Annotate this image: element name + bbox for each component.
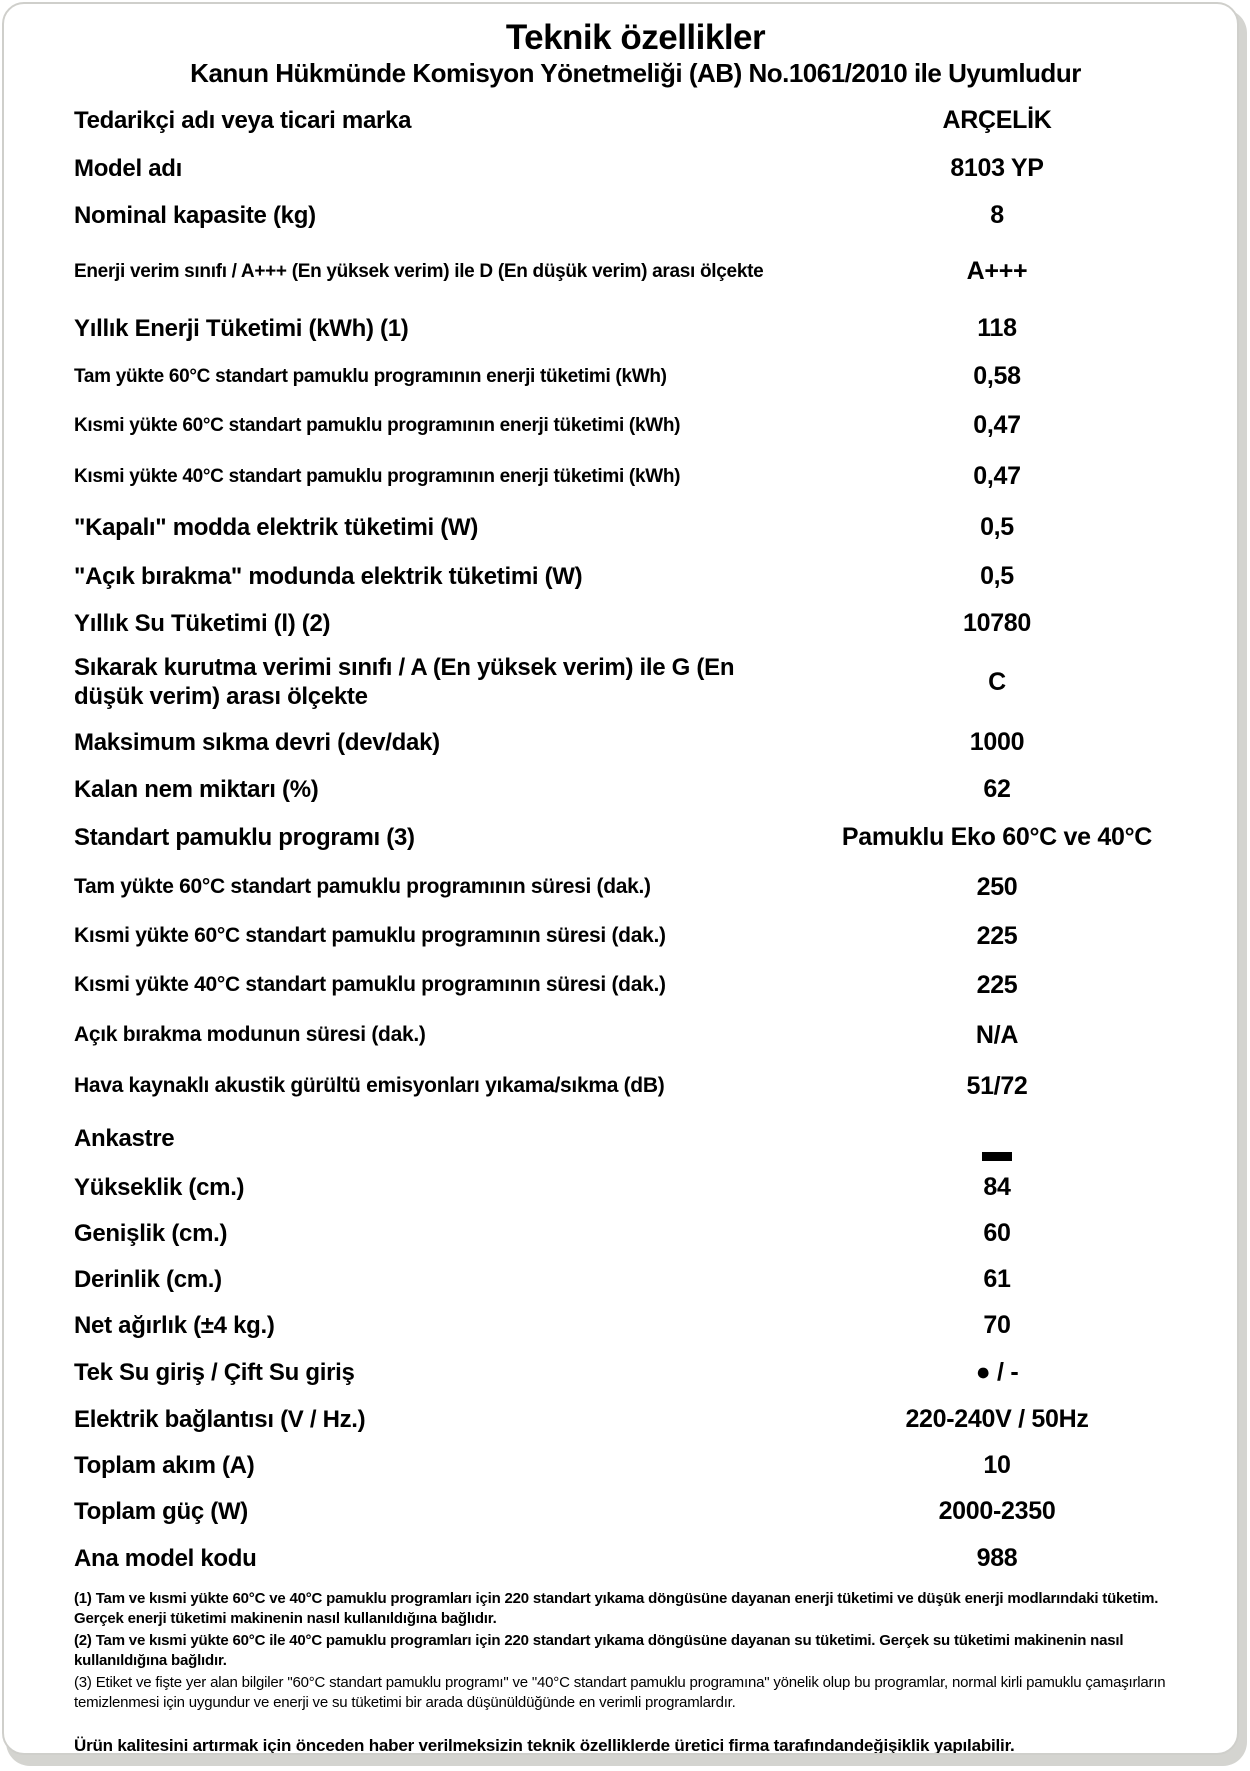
table-row	[74, 238, 1197, 304]
table-row	[74, 646, 1197, 718]
row-label: Elektrik bağlantısı (V / Hz.)	[74, 1405, 366, 1433]
table-row	[74, 1060, 1197, 1112]
row-value: N/A	[975, 1020, 1019, 1049]
table-row	[74, 1348, 1197, 1396]
footnote-2: (2) Tam ve kısmi yükte 60°C ile 40°C pamuklu programları için 220 standart yıkama döngüsüne dayanan su tüketimi. Gerçek su tüketimi makinenin nasıl kullanıldığına bağlıdır.	[74, 1632, 1124, 1669]
row-label: Derinlik (cm.)	[74, 1265, 222, 1293]
row-value: 118	[977, 313, 1017, 342]
disclaimer: Ürün kalitesini artırmak için önceden haber verilmeksizin teknik özelliklerde üretici firma tarafındandeğişiklik yapılabilir.	[74, 1736, 1015, 1755]
table-row	[74, 304, 1197, 352]
row-value: 8	[990, 200, 1004, 229]
row-value: Pamuklu Eko 60°C ve 40°C	[841, 822, 1153, 851]
table-row	[74, 1396, 1197, 1442]
table-row	[74, 812, 1197, 862]
table-row	[74, 1534, 1197, 1583]
row-value: 0,47	[973, 410, 1021, 439]
table-row	[74, 862, 1197, 912]
row-value: 84	[983, 1172, 1011, 1201]
row-label: Kalan nem miktarı (%)	[74, 775, 319, 803]
row-value: 988	[976, 1544, 1018, 1572]
row-label: Yıllık Su Tüketimi (l) (2)	[74, 609, 331, 637]
row-label: Maksimum sıkma devri (dev/dak)	[74, 728, 440, 756]
table-row	[74, 502, 1197, 552]
row-value: 250	[976, 872, 1018, 901]
row-label: Enerji verim sınıfı / A+++ (En yüksek verim) ile D (En düşük verim) arası ölçekte	[74, 260, 764, 282]
row-value: 0,5	[980, 561, 1014, 590]
footnote-3: (3) Etiket ve fişte yer alan bilgiler "60°C standart pamuklu programı" ve "40°C standart pamuklu programına" yönelik olup bu programlar, normal kirli pamuklu çamaşırların temizlenmesi için uygundur ve enerji ve su tüketimi bir arada düşünüldüğünde en verimli programlardır.	[74, 1674, 1166, 1711]
footnote-1: (1) Tam ve kısmi yükte 60°C ve 40°C pamuklu programları için 220 standart yıkama döngüsüne dayanan enerji tüketimi ve düşük enerji modlarındaki tüketim. Gerçek enerji tüketimi makinenin nasıl kullanıldığına bağlıdır.	[74, 1590, 1159, 1627]
row-label: Genişlik (cm.)	[74, 1219, 228, 1247]
row-value: 10	[983, 1450, 1011, 1479]
compliance-subtitle: Kanun Hükmünde Komisyon Yönetmeliği (AB) No.1061/2010 ile Uyumludur	[190, 58, 1081, 88]
row-label: Yükseklik (cm.)	[74, 1173, 245, 1201]
table-row	[74, 1442, 1197, 1488]
row-label: Model adı	[74, 154, 182, 182]
row-label: "Açık bırakma" modunda elektrik tüketimi (W)	[74, 562, 583, 590]
page-title: Teknik özellikler	[505, 18, 766, 57]
table-row	[74, 1210, 1197, 1256]
table-row	[74, 552, 1197, 600]
row-label: Kısmi yükte 40°C standart pamuklu programının enerji tüketimi (kWh)	[74, 465, 681, 487]
table-row	[74, 600, 1197, 646]
table-row	[74, 400, 1197, 450]
row-label: Tek Su giriş / Çift Su giriş	[74, 1358, 355, 1386]
row-label: Tam yükte 60°C standart pamuklu programının süresi (dak.)	[74, 875, 651, 898]
table-row	[74, 1010, 1197, 1060]
row-label: Ankastre	[74, 1124, 175, 1152]
table-row	[74, 1164, 1197, 1210]
row-value: 0,58	[973, 361, 1021, 390]
row-value: 8103 YP	[950, 153, 1044, 182]
table-row	[74, 912, 1197, 960]
row-value: 220-240V / 50Hz	[905, 1404, 1089, 1433]
table-row	[74, 960, 1197, 1010]
row-label: Kısmi yükte 40°C standart pamuklu programının süresi (dak.)	[74, 973, 666, 996]
spec-sheet-card	[2, 2, 1239, 1755]
row-value: 1000	[969, 727, 1025, 756]
footnotes-section	[74, 1589, 1197, 1713]
table-row	[74, 144, 1197, 192]
row-value: 225	[976, 970, 1018, 999]
row-value: 0,47	[973, 461, 1021, 490]
row-value: C	[988, 667, 1006, 696]
row-value: 60	[983, 1218, 1011, 1247]
row-value: 51/72	[966, 1071, 1028, 1100]
row-label: Sıkarak kurutma verimi sınıfı / A (En yüksek verim) ile G (En düşük verim) arası ölçekte	[74, 654, 735, 710]
table-row	[74, 1488, 1197, 1534]
row-label: Net ağırlık (±4 kg.)	[74, 1311, 275, 1339]
row-value: A+++	[966, 256, 1028, 285]
row-label: "Kapalı" modda elektrik tüketimi (W)	[74, 513, 479, 541]
table-row	[74, 96, 1197, 144]
row-value	[797, 1112, 1197, 1164]
row-label: Açık bırakma modunun süresi (dak.)	[74, 1023, 426, 1046]
row-value: ● / -	[975, 1357, 1019, 1386]
row-value: 225	[976, 921, 1018, 950]
row-value: 0,5	[980, 512, 1014, 541]
row-label: Hava kaynaklı akustik gürültü emisyonları yıkama/sıkma (dB)	[74, 1074, 665, 1097]
row-label: Yıllık Enerji Tüketimi (kWh) (1)	[74, 314, 409, 342]
table-row	[74, 766, 1197, 812]
row-label: Toplam güç (W)	[74, 1497, 248, 1525]
table-row	[74, 352, 1197, 400]
table-row	[74, 192, 1197, 238]
row-value: 61	[983, 1264, 1011, 1293]
row-value: 2000-2350	[938, 1496, 1056, 1525]
row-label: Nominal kapasite (kg)	[74, 201, 316, 229]
row-label: Tedarikçi adı veya ticari marka	[74, 106, 412, 134]
spec-table	[74, 96, 1197, 1583]
table-row	[74, 1256, 1197, 1302]
table-row	[74, 1302, 1197, 1348]
row-label: Kısmi yükte 60°C standart pamuklu programının enerji tüketimi (kWh)	[74, 414, 681, 436]
table-row	[74, 718, 1197, 766]
ankastre-dash	[982, 1152, 1012, 1161]
row-label: Kısmi yükte 60°C standart pamuklu programının süresi (dak.)	[74, 924, 666, 947]
row-label: Tam yükte 60°C standart pamuklu programının enerji tüketimi (kWh)	[74, 365, 667, 387]
row-value: 62	[983, 774, 1011, 803]
row-label: Toplam akım (A)	[74, 1451, 255, 1479]
table-row	[74, 1112, 1197, 1164]
row-label: Standart pamuklu programı (3)	[74, 823, 415, 851]
row-label: Ana model kodu	[74, 1545, 257, 1572]
row-value: 10780	[962, 608, 1032, 637]
row-value: ARÇELİK	[942, 105, 1052, 134]
row-value: 70	[983, 1310, 1011, 1339]
table-row	[74, 450, 1197, 502]
